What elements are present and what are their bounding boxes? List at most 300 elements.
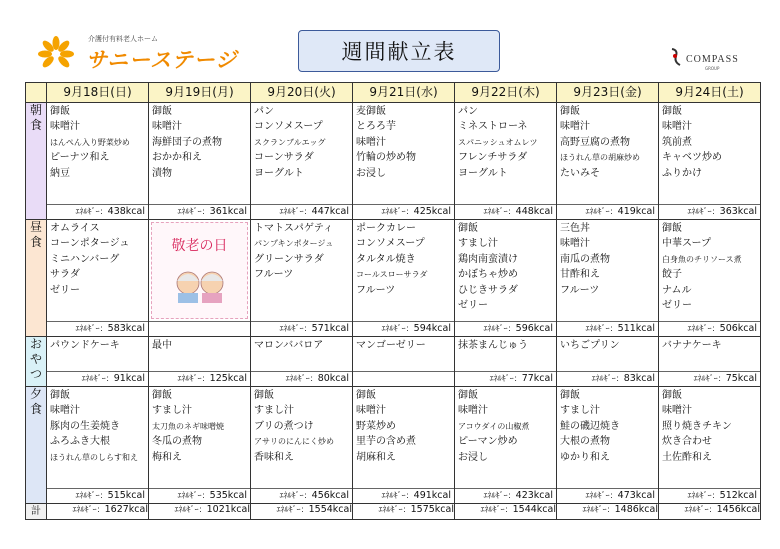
menu-item-list (149, 387, 250, 465)
energy-kcal (659, 371, 760, 386)
menu-item: 味噌汁 (662, 405, 692, 417)
energy-kcal (47, 321, 148, 336)
menu-item-list (455, 387, 556, 465)
menu-item: ゼリー (458, 299, 488, 311)
menu-item: 鶏肉南蛮漬け (458, 253, 518, 265)
partner-name: COMPASS (686, 54, 739, 65)
date-header: 9月22日(木) (455, 83, 557, 103)
menu-item: 御飯 (662, 106, 682, 117)
menu-item: 漬物 (152, 167, 172, 179)
meal-label-char: や (29, 352, 42, 366)
lunch-cell (149, 220, 251, 337)
total-label: 計 (26, 504, 47, 520)
snack-cell (149, 337, 251, 387)
company-subtitle: 介護付有料老人ホーム (88, 35, 158, 43)
energy-value: 125kcal (209, 373, 247, 384)
energy-kcal (455, 204, 556, 219)
menu-item: すまし汁 (254, 405, 294, 417)
energy-label: ｴﾈﾙｷﾞｰ： (687, 491, 720, 500)
menu-item: 御飯 (152, 106, 172, 117)
page-title: 週間献立表 (298, 30, 500, 72)
menu-item: お浸し (458, 451, 488, 463)
menu-item-list (47, 220, 148, 298)
energy-value: 361kcal (209, 206, 247, 217)
energy-label: ｴﾈﾙｷﾞｰ： (480, 505, 513, 514)
menu-item: 照り焼きチキン (662, 420, 732, 432)
energy-value: 594kcal (413, 323, 451, 334)
energy-value: 515kcal (107, 490, 145, 501)
energy-kcal (659, 204, 760, 219)
menu-item: 納豆 (50, 167, 70, 179)
company-name: サニーステージ (86, 48, 238, 72)
snack-cell (353, 337, 455, 387)
meal-label-char: 食 (29, 118, 42, 132)
menu-item: マンゴーゼリー (356, 340, 426, 351)
menu-item: 味噌汁 (560, 121, 590, 133)
menu-item: トマトスパゲティ (254, 223, 334, 234)
menu-item-list (353, 337, 454, 353)
elderly-couple-icon (168, 263, 232, 303)
lunch-cell (251, 220, 353, 337)
menu-item: 御飯 (254, 390, 274, 401)
menu-item: パン (254, 106, 274, 117)
snack-row (26, 337, 761, 387)
energy-kcal (251, 204, 352, 219)
menu-item: 御飯 (662, 390, 682, 401)
breakfast-cell (353, 103, 455, 220)
dinner-cell (47, 387, 149, 504)
energy-kcal (659, 321, 760, 336)
menu-item: おかか和え (152, 152, 202, 164)
energy-kcal-empty (149, 321, 250, 336)
menu-item: 冬瓜の煮物 (152, 436, 202, 448)
energy-label: ｴﾈﾙｷﾞｰ： (582, 505, 615, 514)
energy-label: ｴﾈﾙｷﾞｰ： (489, 374, 522, 383)
meal-label-char: 食 (29, 235, 42, 249)
meal-label-char: 朝 (29, 103, 42, 117)
weekly-menu-table (25, 82, 761, 520)
menu-item: 筑前煮 (662, 136, 692, 148)
date-header: 9月23日(金) (557, 83, 659, 103)
energy-label: ｴﾈﾙｷﾞｰ： (81, 374, 114, 383)
menu-item-list (251, 387, 352, 465)
energy-kcal (149, 204, 250, 219)
energy-label: ｴﾈﾙｷﾞｰ： (585, 207, 618, 216)
breakfast-label (26, 103, 47, 220)
energy-kcal (251, 488, 352, 503)
energy-label: ｴﾈﾙｷﾞｰ： (381, 207, 414, 216)
menu-item: ふりかけ (662, 167, 702, 179)
menu-item: いちごプリン (560, 340, 620, 351)
menu-item: フルーツ (356, 284, 396, 296)
energy-value: 83kcal (623, 373, 655, 384)
total-row (26, 504, 761, 520)
menu-item: ほうれん草のしらす和え (50, 452, 138, 462)
menu-item: 胡麻和え (356, 451, 396, 463)
energy-label: ｴﾈﾙｷﾞｰ： (285, 374, 318, 383)
menu-item-list (47, 337, 148, 353)
menu-item: コーンポタージュ (50, 238, 130, 250)
energy-label: ｴﾈﾙｷﾞｰ： (75, 491, 108, 500)
energy-value: 1544kcal (512, 504, 556, 515)
dinner-cell (659, 387, 761, 504)
menu-item: コンソメスープ (254, 121, 323, 133)
menu-item: フレンチサラダ (458, 152, 528, 164)
energy-label: ｴﾈﾙｷﾞｰ： (381, 491, 414, 500)
energy-kcal (251, 321, 352, 336)
menu-item: 御飯 (50, 390, 70, 401)
daily-total-kcal (251, 504, 353, 520)
menu-item-list (47, 387, 148, 465)
menu-item-list (455, 337, 556, 353)
energy-value: 1575kcal (410, 504, 454, 515)
menu-item-list (455, 103, 556, 181)
date-header: 9月24日(土) (659, 83, 761, 103)
menu-item: 味噌汁 (356, 136, 386, 148)
menu-item: ゆかり和え (560, 451, 610, 463)
menu-item: ピーナツ和え (50, 152, 110, 164)
menu-item: ポークカレー (356, 223, 416, 234)
daily-total-kcal (353, 504, 455, 520)
energy-value: 75kcal (725, 373, 757, 384)
breakfast-row (26, 103, 761, 220)
energy-value: 512kcal (719, 490, 757, 501)
energy-label: ｴﾈﾙｷﾞｰ： (483, 324, 516, 333)
meal-label-char: お (29, 337, 42, 351)
menu-item-list (353, 220, 454, 298)
menu-item: とろろ芋 (356, 121, 396, 133)
menu-item: ゼリー (50, 284, 80, 296)
menu-item: 味噌汁 (50, 405, 80, 417)
lunch-row (26, 220, 761, 337)
breakfast-cell (149, 103, 251, 220)
energy-value: 571kcal (311, 323, 349, 334)
energy-value: 1486kcal (614, 504, 658, 515)
menu-item: 最中 (152, 340, 172, 351)
date-header: 9月18日(日) (47, 83, 149, 103)
energy-value: 423kcal (515, 490, 553, 501)
dinner-cell (251, 387, 353, 504)
energy-label: ｴﾈﾙｷﾞｰ： (177, 491, 210, 500)
energy-value: 491kcal (413, 490, 451, 501)
menu-item: ヨーグルト (458, 167, 508, 179)
energy-value: 425kcal (413, 206, 451, 217)
menu-item: スパニッシュオムレツ (458, 137, 538, 147)
menu-item: 御飯 (356, 390, 376, 401)
energy-label: ｴﾈﾙｷﾞｰ： (483, 491, 516, 500)
menu-item: 味噌汁 (152, 121, 182, 133)
snack-cell (455, 337, 557, 387)
menu-item: 抹茶まんじゅう (458, 340, 528, 351)
energy-value: 77kcal (521, 373, 553, 384)
energy-label: ｴﾈﾙｷﾞｰ： (72, 505, 105, 514)
menu-item: コーンサラダ (254, 152, 314, 164)
energy-kcal-empty (353, 371, 454, 386)
menu-item-list (251, 103, 352, 181)
menu-item: 御飯 (458, 390, 478, 401)
menu-item: ヨーグルト (254, 167, 304, 179)
daily-total-kcal (455, 504, 557, 520)
menu-item-list (557, 220, 658, 298)
date-header: 9月19日(月) (149, 83, 251, 103)
menu-item-list (659, 337, 760, 353)
menu-item: ゼリー (662, 299, 692, 311)
energy-label: ｴﾈﾙｷﾞｰ： (279, 491, 312, 500)
energy-kcal (353, 488, 454, 503)
menu-item: ピーマン炒め (458, 436, 518, 448)
menu-item: パンプキンポタージュ (254, 239, 334, 249)
energy-value: 596kcal (515, 323, 553, 334)
energy-value: 80kcal (317, 373, 349, 384)
energy-value: 91kcal (113, 373, 145, 384)
energy-kcal (659, 488, 760, 503)
lunch-cell (455, 220, 557, 337)
menu-item: グリーンサラダ (254, 253, 324, 265)
energy-value: 473kcal (617, 490, 655, 501)
menu-item: 大根の煮物 (560, 436, 610, 448)
energy-kcal (47, 204, 148, 219)
energy-value: 511kcal (617, 323, 655, 334)
menu-item: 炊き合わせ (662, 436, 712, 448)
breakfast-cell (47, 103, 149, 220)
energy-label: ｴﾈﾙｷﾞｰ： (177, 374, 210, 383)
energy-value: 1456kcal (716, 504, 760, 515)
menu-item: フルーツ (254, 269, 294, 281)
menu-item: 海鮮団子の煮物 (152, 136, 222, 148)
menu-item: 豚肉の生姜焼き (50, 420, 120, 432)
menu-item: すまし汁 (560, 405, 600, 417)
special-event-title: 敬老の日 (171, 238, 228, 254)
menu-item: タルタル焼き (356, 253, 416, 265)
energy-value: 447kcal (311, 206, 349, 217)
lunch-cell (47, 220, 149, 337)
menu-item: コンソメスープ (356, 238, 425, 250)
menu-item: 味噌汁 (560, 238, 590, 250)
menu-item: 野菜炒め (356, 420, 396, 432)
energy-kcal (149, 371, 250, 386)
menu-item: フルーツ (560, 284, 600, 296)
partner-subtitle: GROUP (705, 66, 720, 71)
menu-item: コールスローサラダ (356, 270, 428, 280)
menu-item: 味噌汁 (356, 405, 386, 417)
energy-label: ｴﾈﾙｷﾞｰ： (684, 505, 717, 514)
energy-value: 535kcal (209, 490, 247, 501)
menu-item-list (47, 103, 148, 181)
menu-item-list (251, 337, 352, 353)
menu-item: ミネストローネ (458, 121, 528, 133)
breakfast-cell (659, 103, 761, 220)
energy-label: ｴﾈﾙｷﾞｰ： (585, 324, 618, 333)
snack-cell (659, 337, 761, 387)
menu-item: 御飯 (662, 223, 682, 234)
menu-item: スクランブルエッグ (254, 137, 326, 147)
energy-kcal (149, 488, 250, 503)
energy-kcal (47, 488, 148, 503)
menu-item: 餃子 (662, 269, 682, 281)
energy-label: ｴﾈﾙｷﾞｰ： (279, 324, 312, 333)
energy-label: ｴﾈﾙｷﾞｰ： (687, 207, 720, 216)
menu-item: 御飯 (560, 106, 580, 117)
energy-value: 506kcal (719, 323, 757, 334)
menu-item: 竹輪の炒め物 (356, 152, 416, 164)
energy-kcal (353, 204, 454, 219)
menu-item: 御飯 (458, 223, 478, 234)
energy-label: ｴﾈﾙｷﾞｰ： (177, 207, 210, 216)
menu-item-list (659, 103, 760, 181)
daily-total-kcal (659, 504, 761, 520)
menu-item: ふろふき大根 (50, 436, 110, 448)
energy-kcal (47, 371, 148, 386)
menu-item: アサリのにんにく炒め (254, 437, 334, 447)
menu-item: 御飯 (560, 390, 580, 401)
energy-label: ｴﾈﾙｷﾞｰ： (687, 324, 720, 333)
breakfast-cell (455, 103, 557, 220)
energy-kcal (455, 321, 556, 336)
menu-item: 味噌汁 (662, 121, 692, 133)
lunch-cell (353, 220, 455, 337)
menu-item: お浸し (356, 167, 386, 179)
dinner-row (26, 387, 761, 504)
menu-item-list (659, 220, 760, 313)
energy-label: ｴﾈﾙｷﾞｰ： (483, 207, 516, 216)
menu-item: すまし汁 (458, 238, 498, 250)
menu-item-list (353, 103, 454, 181)
energy-value: 438kcal (107, 206, 145, 217)
energy-label: ｴﾈﾙｷﾞｰ： (585, 491, 618, 500)
daily-total-kcal (149, 504, 251, 520)
breakfast-cell (557, 103, 659, 220)
respect-for-aged-day-banner (151, 222, 248, 319)
energy-value: 419kcal (617, 206, 655, 217)
dinner-cell (455, 387, 557, 504)
sunflower-logo-icon (30, 36, 82, 70)
menu-item: 麦御飯 (356, 106, 386, 117)
menu-item: 土佐酢和え (662, 451, 712, 463)
dinner-label (26, 387, 47, 504)
menu-item-list (557, 387, 658, 465)
menu-item: ひじきサラダ (458, 284, 518, 296)
menu-item: 里芋の含め煮 (356, 436, 416, 448)
energy-value: 448kcal (515, 206, 553, 217)
menu-item: 三色丼 (560, 223, 590, 234)
energy-value: 583kcal (107, 323, 145, 334)
meal-label-char: 夕 (29, 387, 42, 401)
menu-item: キャベツ炒め (662, 152, 722, 164)
energy-kcal (455, 488, 556, 503)
menu-item: 白身魚のチリソース煮 (662, 254, 742, 264)
energy-kcal (251, 371, 352, 386)
menu-item-list (557, 337, 658, 353)
meal-label-char: 食 (29, 402, 42, 416)
corner-cell (26, 83, 47, 103)
menu-item: 梅和え (152, 451, 182, 463)
menu-item: サラダ (50, 269, 80, 281)
menu-item: 香味和え (254, 451, 294, 463)
menu-item: 味噌汁 (458, 405, 488, 417)
menu-item-list (557, 103, 658, 181)
snack-cell (557, 337, 659, 387)
menu-item: 御飯 (50, 106, 70, 117)
energy-label: ｴﾈﾙｷﾞｰ： (174, 505, 207, 514)
energy-kcal (557, 488, 658, 503)
menu-item: 太刀魚のネギ味噌焼 (152, 421, 224, 431)
menu-item: 鮭の磯辺焼き (560, 420, 620, 432)
menu-item: かぼちゃ炒め (458, 269, 518, 281)
menu-item: はんぺん入り野菜炒め (50, 137, 130, 147)
menu-item-list (251, 220, 352, 283)
menu-item: たいみそ (560, 167, 600, 179)
meal-label-char: 昼 (29, 220, 42, 234)
snack-label (26, 337, 47, 387)
compass-logo-icon (668, 48, 684, 66)
menu-item-list (455, 220, 556, 313)
menu-item: ナムル (662, 284, 692, 296)
menu-item: アコウダイの山椒煮 (458, 421, 530, 431)
energy-value: 456kcal (311, 490, 349, 501)
dinner-cell (149, 387, 251, 504)
menu-item: 中華スープ (662, 238, 711, 250)
lunch-label (26, 220, 47, 337)
dinner-cell (353, 387, 455, 504)
energy-kcal (353, 321, 454, 336)
date-header-row (26, 83, 761, 103)
energy-label: ｴﾈﾙｷﾞｰ： (591, 374, 624, 383)
menu-item: 甘酢和え (560, 269, 600, 281)
energy-kcal (557, 371, 658, 386)
energy-value: 363kcal (719, 206, 757, 217)
dinner-cell (557, 387, 659, 504)
daily-total-kcal (557, 504, 659, 520)
energy-value: 1554kcal (308, 504, 352, 515)
menu-item: 高野豆腐の煮物 (560, 136, 630, 148)
menu-item-list (149, 220, 250, 221)
energy-value: 1627kcal (104, 504, 148, 515)
energy-label: ｴﾈﾙｷﾞｰ： (279, 207, 312, 216)
energy-value: 1021kcal (206, 504, 250, 515)
energy-kcal (557, 321, 658, 336)
menu-item-list (149, 337, 250, 353)
energy-label: ｴﾈﾙｷﾞｰ： (378, 505, 411, 514)
menu-item: 御飯 (152, 390, 172, 401)
menu-item: ほうれん草の胡麻炒め (560, 153, 640, 163)
menu-item: 南瓜の煮物 (560, 253, 610, 265)
lunch-cell (659, 220, 761, 337)
energy-label: ｴﾈﾙｷﾞｰ： (276, 505, 309, 514)
energy-label: ｴﾈﾙｷﾞｰ： (75, 207, 108, 216)
menu-item-list (659, 387, 760, 465)
lunch-cell (557, 220, 659, 337)
date-header: 9月21日(水) (353, 83, 455, 103)
menu-item: 味噌汁 (50, 121, 80, 133)
menu-item-list (149, 103, 250, 181)
menu-item: マロンババロア (254, 340, 324, 351)
energy-label: ｴﾈﾙｷﾞｰ： (381, 324, 414, 333)
menu-item-list (353, 387, 454, 465)
energy-kcal (455, 371, 556, 386)
menu-item: ブリの煮つけ (254, 420, 314, 432)
snack-cell (47, 337, 149, 387)
menu-item: パウンドケーキ (50, 340, 120, 351)
menu-item: バナナケーキ (662, 340, 722, 351)
energy-label: ｴﾈﾙｷﾞｰ： (75, 324, 108, 333)
breakfast-cell (251, 103, 353, 220)
energy-kcal (557, 204, 658, 219)
energy-label: ｴﾈﾙｷﾞｰ： (693, 374, 726, 383)
date-header: 9月20日(火) (251, 83, 353, 103)
meal-label-char: つ (29, 367, 42, 381)
menu-item: オムライス (50, 223, 100, 234)
menu-item: パン (458, 106, 478, 117)
